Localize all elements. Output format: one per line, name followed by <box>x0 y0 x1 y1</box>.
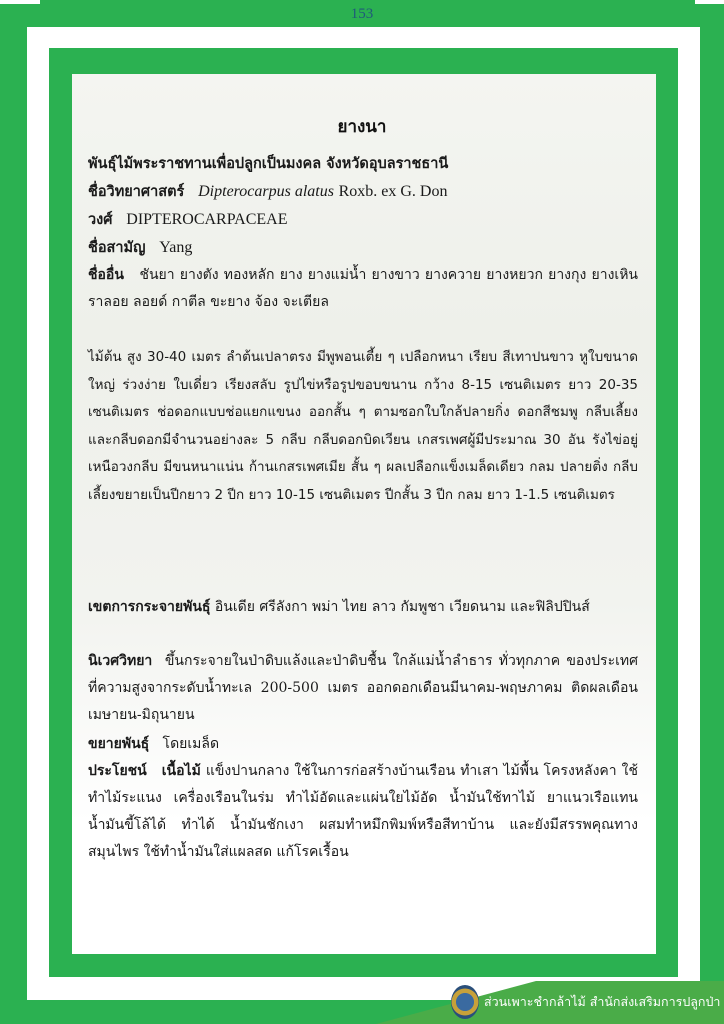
propagation-section <box>88 731 638 758</box>
other-value: ชันยา ยางตัง ทองหลัก ยาง ยางแม่น้ำ ยางขาว ยางควาย ยางหยวก ยางกุง ยางเหิน ราลอย ลอยด์ กาตีล ขะยาง จ้อง จะเตียล <box>88 267 638 310</box>
other-names-line <box>88 262 638 316</box>
ecology-section <box>88 648 638 729</box>
distribution-value: อินเดีย ศรีลังกา พม่า ไทย ลาว กัมพูชา เวียดนาม และฟิลิปปินส์ <box>214 599 590 615</box>
description-paragraph: ไม้ต้น สูง 30-40 เมตร ลำต้นเปลาตรง มีพูพอนเตี้ย ๆ เปลือกหนา เรียบ สีเทาปนขาว หูใบขนาดใหญ่ ร่วงง่าย ใบเดี่ยว เรียงสลับ รูปไข่หรือรูปขอบขนาน กว้าง 8-15 เซนติเมตร ยาว 20-35 เซนติเมตร ช่อดอกแบบช่อแยกแขนง ออกสั้น ๆ ตามซอกใบใกล้ปลายกิ่ง ดอกสีชมพู กลีบเลี้ยงและกลีบดอกมีจำนวนอย่างละ 5 กลีบ กลีบดอกบิดเวียน เกสรเพศผู้มีประมาณ 30 อัน รังไข่อยู่เหนือวงกลีบ มีขนหนาแน่น ก้านเกสรเพศเมีย สั้น ๆ ผลเปลือกแข็งเมล็ดเดียว กลม ปลายติ่ง กลีบเลี้ยงขยายเป็นปีกยาว 2 ปีก ยาว 10-15 เซนติเมตร ปีกสั้น 3 ปีก กลม ยาว 1-1.5 เซนติเมตร <box>88 349 638 503</box>
family-value: DIPTEROCARPACEAE <box>126 211 288 228</box>
propagation-value: โดยเมล็ด <box>162 736 220 752</box>
ecology-value: ขึ้นกระจายในป่าดิบแล้งและป่าดิบชื้น ใกล้แม่น้ำลำธาร ทั่วทุกภาค ของประเทศ ที่ความสูงจากระดับน้ำทะเล 200-500 เมตร ออกดอกเดือนมีนาคม-พฤษภาคม ติดผลเดือนเมษายน-มิถุนายน <box>88 653 638 723</box>
other-label: ชื่ออื่น <box>88 267 124 283</box>
uses-section <box>88 758 638 866</box>
page-number: 153 <box>350 6 374 22</box>
uses-sublabel: เนื้อไม้ <box>161 763 201 779</box>
scientific-name-line <box>88 178 638 206</box>
header-info <box>88 150 638 316</box>
scientific-binomial: Dipterocarpus alatus <box>198 183 334 200</box>
forest-seal-icon <box>451 985 479 1019</box>
family-line <box>88 206 638 234</box>
common-value: Yang <box>159 239 193 256</box>
propagation-label: ขยายพันธุ์ <box>88 736 150 752</box>
common-name-line <box>88 234 638 262</box>
distribution-label: เขตการกระจายพันธุ์ <box>88 599 211 615</box>
common-label: ชื่อสามัญ <box>88 239 146 256</box>
project-line: พันธุ์ไม้พระราชทานเพื่อปลูกเป็นมงคล จังหวัดอุบลราชธานี <box>88 155 449 172</box>
distribution-section <box>88 594 638 621</box>
ecology-label: นิเวศวิทยา <box>88 653 153 669</box>
uses-label: ประโยชน์ <box>88 763 147 779</box>
scientific-label: ชื่อวิทยาศาสตร์ <box>88 183 185 200</box>
top-green-strip <box>40 0 695 4</box>
family-label: วงศ์ <box>88 211 113 228</box>
uses-value: แข็งปานกลาง ใช้ในการก่อสร้างบ้านเรือน ทำเสา ไม้พื้น โครงหลังคา ใช้ทำไม้ระแนง เครื่องเรือนในร่ม ทำไม้อัดและแผ่นใยไม้อัด น้ำมันใช้ทาไม้ ยาแนวเรือแทนน้ำมันขี้โล้ได้ ทำได้ น้ำมันชักเงา ผสมทำหมึกพิมพ์หรือสีทาบ้าน และยังมีสรรพคุณทางสมุนไพร ใช้ทำน้ำมันใส่แผลสด แก้โรคเรื้อน <box>88 763 639 860</box>
scientific-author: Roxb. ex G. Don <box>338 183 448 200</box>
page-title: ยางนา <box>337 117 387 137</box>
footer-text: ส่วนเพาะชำกล้าไม้ สำนักส่งเสริมการปลูกป่า <box>484 994 721 1009</box>
